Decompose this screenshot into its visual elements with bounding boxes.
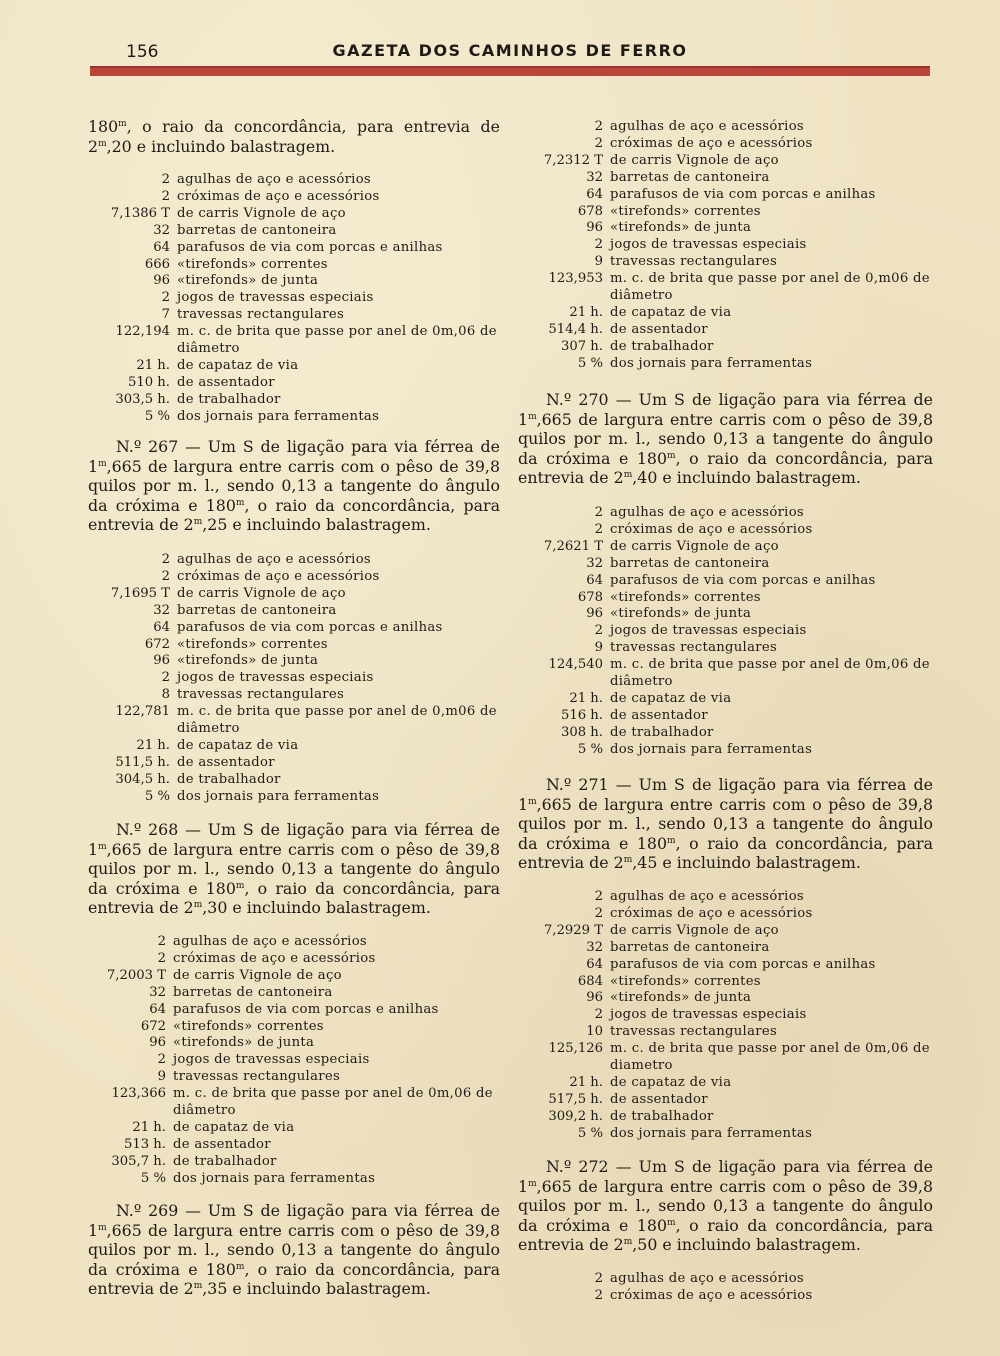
- material-row: [88, 358, 500, 375]
- material-quantity: 672: [140, 1018, 166, 1034]
- material-row: [88, 223, 500, 240]
- material-row: [88, 257, 500, 274]
- paragraph-268: N.º 268 — Um S de ligação para via férrea de 1$^m$,665 de largura entre carris com o pêso de 39,8 quilos por m. l., sendo 0,13 a tangente do ângulo da cróxima e 180$^m$, o raio da concordância, para entrevia de 2$^m$,30 e incluindo balastragem.: [88, 820, 500, 917]
- material-quantity: 2: [594, 135, 603, 151]
- material-quantity: 64: [153, 619, 170, 635]
- material-quantity: 5 %: [144, 788, 170, 804]
- material-quantity: 96: [153, 653, 170, 669]
- material-row: [518, 505, 933, 522]
- material-quantity: 514,4 h.: [548, 321, 603, 337]
- material-row: [88, 1052, 500, 1069]
- material-description: «tirefonds» de junta: [173, 1035, 315, 1051]
- material-description: travessas rectangulares: [610, 640, 778, 656]
- paragraph-272: N.º 272 — Um S de ligação para via férrea de 1$^m$,665 de largura entre carris com o pêso de 39,8 quilos por m. l., sendo 0,13 a tangente do ângulo da cróxima e 180$^m$, o raio da concordância, para entrevia de 2$^m$,50 e incluindo balastragem.: [518, 1157, 933, 1254]
- material-row: [88, 704, 500, 738]
- material-row: [88, 1035, 500, 1052]
- material-description: cróximas de aço e acessórios: [177, 568, 380, 584]
- material-quantity: 2: [161, 568, 170, 584]
- material-quantity: 2: [594, 1007, 603, 1023]
- material-description: de trabalhador: [610, 1108, 714, 1124]
- material-quantity: 122,781: [115, 704, 170, 720]
- material-description: de capataz de via: [610, 690, 732, 706]
- material-row: [518, 691, 933, 708]
- materials-list-270: [518, 505, 933, 759]
- material-quantity: 21 h.: [569, 690, 603, 706]
- material-quantity: 516 h.: [560, 707, 603, 723]
- materials-list-267: [88, 552, 500, 806]
- material-row: [518, 556, 933, 573]
- material-row: [518, 1126, 933, 1143]
- material-row: [518, 254, 933, 271]
- journal-title: GAZETA DOS CAMINHOS DE FERRO: [332, 41, 688, 60]
- material-row: [88, 375, 500, 392]
- material-description: dos jornais para ferramentas: [610, 741, 813, 757]
- material-quantity: 32: [586, 169, 603, 185]
- material-quantity: 513 h.: [123, 1136, 166, 1152]
- material-description: cróximas de aço e acessórios: [610, 905, 813, 921]
- material-row: [88, 409, 500, 426]
- material-row: [518, 923, 933, 940]
- material-row: [518, 1288, 933, 1305]
- material-description: dos jornais para ferramentas: [610, 1125, 813, 1141]
- material-quantity: 7,1695 T: [110, 585, 170, 601]
- material-quantity: 2: [157, 1052, 166, 1068]
- material-description: «tirefonds» correntes: [177, 636, 328, 652]
- material-description: de capataz de via: [173, 1119, 295, 1135]
- material-row: [88, 189, 500, 206]
- material-quantity: 10: [586, 1024, 603, 1040]
- material-quantity: 2: [161, 188, 170, 204]
- material-description: parafusos de via com porcas e anilhas: [177, 619, 443, 635]
- page-header: [90, 38, 930, 78]
- material-quantity: 2: [161, 172, 170, 187]
- material-quantity: 7: [161, 307, 170, 323]
- material-row: [518, 119, 933, 136]
- material-description: barretas de cantoneira: [173, 984, 333, 1000]
- material-description: barretas de cantoneira: [177, 222, 337, 238]
- material-quantity: 32: [149, 984, 166, 1000]
- material-description: «tirefonds» correntes: [610, 973, 761, 989]
- material-quantity: 303,5 h.: [115, 391, 170, 407]
- material-description: de assentador: [610, 1091, 708, 1107]
- material-row: [88, 1137, 500, 1154]
- material-quantity: 309,2 h.: [548, 1108, 603, 1124]
- material-row: [518, 136, 933, 153]
- material-row: [88, 1002, 500, 1019]
- material-description: de carris Vignole de aço: [610, 922, 779, 938]
- material-row: [518, 889, 933, 906]
- material-quantity: 684: [577, 973, 603, 989]
- material-description: «tirefonds» correntes: [610, 589, 761, 605]
- material-description: cróximas de aço e acessórios: [177, 188, 380, 204]
- material-quantity: 123,366: [111, 1086, 166, 1102]
- material-description: jogos de travessas especiais: [177, 670, 374, 686]
- material-quantity: 123,953: [548, 271, 603, 287]
- material-description: barretas de cantoneira: [177, 602, 337, 618]
- material-row: [88, 738, 500, 755]
- material-row: [88, 772, 500, 789]
- material-description: m. c. de brita que passe por anel de 0m,06 de diametro: [610, 1041, 930, 1074]
- material-quantity: 2: [594, 1287, 603, 1303]
- material-row: [88, 1069, 500, 1086]
- material-row: [518, 657, 933, 691]
- material-description: de trabalhador: [610, 724, 714, 740]
- material-quantity: 96: [586, 990, 603, 1006]
- material-description: «tirefonds» de junta: [177, 273, 319, 289]
- material-row: [88, 172, 500, 189]
- material-row: [518, 204, 933, 221]
- material-quantity: 96: [586, 220, 603, 236]
- material-description: travessas rectangulares: [610, 1024, 778, 1040]
- material-row: [518, 573, 933, 590]
- material-row: [518, 170, 933, 187]
- material-row: [88, 603, 500, 620]
- material-quantity: 96: [153, 273, 170, 289]
- material-row: [88, 552, 500, 569]
- material-quantity: 64: [586, 186, 603, 202]
- material-row: [88, 273, 500, 290]
- material-description: dos jornais para ferramentas: [610, 355, 813, 371]
- material-quantity: 64: [586, 956, 603, 972]
- material-description: dos jornais para ferramentas: [173, 1170, 376, 1186]
- material-description: de carris Vignole de aço: [177, 585, 346, 601]
- material-description: agulhas de aço e acessórios: [610, 889, 804, 904]
- material-quantity: 8: [161, 687, 170, 703]
- material-description: «tirefonds» de junta: [610, 990, 752, 1006]
- material-row: [88, 934, 500, 951]
- material-quantity: 2: [594, 623, 603, 639]
- material-quantity: 5 %: [140, 1170, 166, 1186]
- material-description: de assentador: [173, 1136, 271, 1152]
- material-row: [518, 725, 933, 742]
- material-description: «tirefonds» correntes: [173, 1018, 324, 1034]
- material-quantity: 21 h.: [569, 1074, 603, 1090]
- material-quantity: 32: [586, 939, 603, 955]
- material-quantity: 9: [594, 254, 603, 270]
- material-description: de assentador: [177, 374, 275, 390]
- material-row: [88, 1171, 500, 1188]
- material-row: [518, 1007, 933, 1024]
- material-quantity: 307 h.: [560, 338, 603, 354]
- material-description: jogos de travessas especiais: [177, 290, 374, 306]
- material-description: de assentador: [610, 707, 708, 723]
- material-description: jogos de travessas especiais: [610, 237, 807, 253]
- material-row: [88, 670, 500, 687]
- material-row: [518, 305, 933, 322]
- material-row: [88, 789, 500, 806]
- material-row: [518, 1092, 933, 1109]
- material-row: [518, 1271, 933, 1288]
- material-description: agulhas de aço e acessórios: [610, 505, 804, 520]
- material-row: [88, 1019, 500, 1036]
- material-quantity: 2: [594, 505, 603, 520]
- material-description: de trabalhador: [173, 1153, 277, 1169]
- material-description: jogos de travessas especiais: [610, 1007, 807, 1023]
- material-row: [88, 240, 500, 257]
- material-row: [518, 742, 933, 759]
- material-description: cróximas de aço e acessórios: [610, 135, 813, 151]
- material-description: de capataz de via: [177, 737, 299, 753]
- material-description: m. c. de brita que passe por anel de 0m,06 de diâmetro: [177, 324, 497, 357]
- material-description: de carris Vignole de aço: [610, 538, 779, 554]
- material-row: [88, 392, 500, 409]
- material-quantity: 32: [153, 602, 170, 618]
- material-description: de carris Vignole de aço: [173, 967, 342, 983]
- material-quantity: 5 %: [144, 408, 170, 424]
- material-row: [88, 620, 500, 637]
- material-quantity: 2: [161, 670, 170, 686]
- material-row: [518, 187, 933, 204]
- material-quantity: 32: [586, 555, 603, 571]
- material-quantity: 9: [157, 1069, 166, 1085]
- material-row: [518, 237, 933, 254]
- material-quantity: 678: [577, 203, 603, 219]
- material-quantity: 2: [594, 237, 603, 253]
- material-row: [88, 985, 500, 1002]
- material-row: [518, 590, 933, 607]
- material-quantity: 125,126: [548, 1041, 603, 1057]
- material-row: [518, 974, 933, 991]
- material-row: [518, 539, 933, 556]
- material-row: [518, 1075, 933, 1092]
- material-description: m. c. de brita que passe por anel de 0m,06 de diâmetro: [610, 657, 930, 690]
- material-quantity: 21 h.: [136, 357, 170, 373]
- material-row: [88, 687, 500, 704]
- material-row: [88, 1120, 500, 1137]
- material-description: «tirefonds» correntes: [610, 203, 761, 219]
- material-quantity: 517,5 h.: [548, 1091, 603, 1107]
- material-description: parafusos de via com porcas e anilhas: [173, 1001, 439, 1017]
- material-row: [88, 586, 500, 603]
- material-description: de trabalhador: [610, 338, 714, 354]
- material-quantity: 5 %: [577, 1125, 603, 1141]
- materials-list-271: [518, 889, 933, 1143]
- material-quantity: 666: [144, 256, 170, 272]
- material-row: [518, 220, 933, 237]
- material-quantity: 64: [149, 1001, 166, 1017]
- paragraph-266-tail: 180$^m$, o raio da concordância, para entrevia de 2$^m$,20 e incluindo balastragem.: [88, 117, 500, 156]
- material-description: cróximas de aço e acessórios: [610, 1287, 813, 1303]
- material-description: agulhas de aço e acessórios: [610, 1271, 804, 1286]
- material-description: de trabalhador: [177, 771, 281, 787]
- material-quantity: 7,2003 T: [106, 967, 166, 983]
- material-description: jogos de travessas especiais: [610, 623, 807, 639]
- material-row: [518, 339, 933, 356]
- material-row: [518, 1041, 933, 1075]
- material-description: agulhas de aço e acessórios: [610, 119, 804, 134]
- material-row: [518, 153, 933, 170]
- material-quantity: 21 h.: [136, 737, 170, 753]
- materials-list-272: [518, 1271, 933, 1305]
- material-description: parafusos de via com porcas e anilhas: [610, 572, 876, 588]
- material-description: barretas de cantoneira: [610, 939, 770, 955]
- material-quantity: 308 h.: [560, 724, 603, 740]
- material-quantity: 2: [157, 934, 166, 949]
- material-row: [518, 1024, 933, 1041]
- material-description: agulhas de aço e acessórios: [177, 552, 371, 567]
- material-description: m. c. de brita que passe por anel de 0,m06 de diâmetro: [177, 704, 497, 737]
- material-row: [518, 940, 933, 957]
- material-description: parafusos de via com porcas e anilhas: [177, 239, 443, 255]
- material-quantity: 2: [594, 521, 603, 537]
- material-quantity: 7,2312 T: [543, 152, 603, 168]
- material-quantity: 64: [153, 239, 170, 255]
- material-quantity: 5 %: [577, 741, 603, 757]
- material-description: cróximas de aço e acessórios: [173, 950, 376, 966]
- material-description: de capataz de via: [610, 304, 732, 320]
- material-quantity: 672: [144, 636, 170, 652]
- material-row: [88, 324, 500, 358]
- material-quantity: 678: [577, 589, 603, 605]
- material-quantity: 64: [586, 572, 603, 588]
- material-row: [518, 522, 933, 539]
- material-row: [518, 990, 933, 1007]
- material-description: de capataz de via: [610, 1074, 732, 1090]
- material-row: [88, 637, 500, 654]
- material-row: [88, 290, 500, 307]
- material-row: [518, 906, 933, 923]
- material-description: travessas rectangulares: [610, 254, 778, 270]
- material-quantity: 305,7 h.: [111, 1153, 166, 1169]
- material-row: [518, 606, 933, 623]
- material-row: [518, 271, 933, 305]
- material-quantity: 21 h.: [569, 304, 603, 320]
- material-quantity: 7,2621 T: [543, 538, 603, 554]
- material-row: [88, 1086, 500, 1120]
- material-description: de carris Vignole de aço: [610, 152, 779, 168]
- material-quantity: 2: [594, 889, 603, 904]
- material-row: [518, 322, 933, 339]
- materials-list-268: [88, 934, 500, 1188]
- materials-list-269: [518, 119, 933, 373]
- material-quantity: 122,194: [115, 324, 170, 340]
- material-description: m. c. de brita que passe por anel de 0,m06 de diâmetro: [610, 271, 930, 304]
- material-row: [88, 307, 500, 324]
- material-description: «tirefonds» de junta: [610, 220, 752, 236]
- material-row: [88, 1154, 500, 1171]
- material-row: [88, 755, 500, 772]
- material-row: [518, 708, 933, 725]
- material-quantity: 2: [157, 950, 166, 966]
- material-quantity: 32: [153, 222, 170, 238]
- material-row: [518, 356, 933, 373]
- paragraph-271: N.º 271 — Um S de ligação para via férrea de 1$^m$,665 de largura entre carris com o pêso de 39,8 quilos por m. l., sendo 0,13 a tangente do ângulo da cróxima e 180$^m$, o raio da concordância, para entrevia de 2$^m$,45 e incluindo balastragem.: [518, 775, 933, 872]
- paragraph-269: N.º 269 — Um S de ligação para via férrea de 1$^m$,665 de largura entre carris com o pêso de 39,8 quilos por m. l., sendo 0,13 a tangente do ângulo da cróxima e 180$^m$, o raio da concordância, para entrevia de 2$^m$,35 e incluindo balastragem.: [88, 1201, 500, 1298]
- material-row: [518, 640, 933, 657]
- material-description: parafusos de via com porcas e anilhas: [610, 956, 876, 972]
- material-row: [88, 951, 500, 968]
- material-description: agulhas de aço e acessórios: [177, 172, 371, 187]
- material-quantity: 7,1386 T: [110, 205, 170, 221]
- material-description: «tirefonds» de junta: [610, 606, 752, 622]
- material-description: jogos de travessas especiais: [173, 1052, 370, 1068]
- material-description: m. c. de brita que passe por anel de 0m,06 de diâmetro: [173, 1086, 493, 1119]
- material-description: dos jornais para ferramentas: [177, 408, 380, 424]
- material-description: de trabalhador: [177, 391, 281, 407]
- material-quantity: 96: [149, 1035, 166, 1051]
- materials-list-266: [88, 172, 500, 426]
- material-row: [518, 1109, 933, 1126]
- material-quantity: 304,5 h.: [115, 771, 170, 787]
- material-row: [88, 569, 500, 586]
- material-row: [518, 957, 933, 974]
- header-rule: [90, 66, 930, 76]
- material-quantity: 2: [594, 1271, 603, 1286]
- paragraph-270: N.º 270 — Um S de ligação para via férrea de 1$^m$,665 de largura entre carris com o pêso de 39,8 quilos por m. l., sendo 0,13 a tangente do ângulo da cróxima e 180$^m$, o raio da concordância, para entrevia de 2$^m$,40 e incluindo balastragem.: [518, 390, 933, 487]
- material-quantity: 2: [594, 905, 603, 921]
- page-number: 156: [126, 42, 159, 62]
- material-quantity: 2: [161, 290, 170, 306]
- material-quantity: 510 h.: [127, 374, 170, 390]
- material-quantity: 2: [594, 119, 603, 134]
- material-row: [88, 206, 500, 223]
- material-description: de carris Vignole de aço: [177, 205, 346, 221]
- paragraph-267: N.º 267 — Um S de ligação para via férrea de 1$^m$,665 de largura entre carris com o pêso de 39,8 quilos por m. l., sendo 0,13 a tangente do ângulo da cróxima e 180$^m$, o raio da concordância, para entrevia de 2$^m$,25 e incluindo balastragem.: [88, 437, 500, 534]
- material-quantity: 21 h.: [132, 1119, 166, 1135]
- material-quantity: 96: [586, 606, 603, 622]
- material-quantity: 7,2929 T: [543, 922, 603, 938]
- material-description: barretas de cantoneira: [610, 555, 770, 571]
- material-description: de assentador: [610, 321, 708, 337]
- material-quantity: 124,540: [548, 657, 603, 673]
- material-quantity: 2: [161, 552, 170, 567]
- material-row: [88, 968, 500, 985]
- material-row: [88, 653, 500, 670]
- material-description: «tirefonds» de junta: [177, 653, 319, 669]
- material-description: travessas rectangulares: [177, 307, 345, 323]
- material-description: dos jornais para ferramentas: [177, 788, 380, 804]
- material-quantity: 511,5 h.: [115, 754, 170, 770]
- material-description: de assentador: [177, 754, 275, 770]
- material-quantity: 5 %: [577, 355, 603, 371]
- material-description: de capataz de via: [177, 357, 299, 373]
- material-quantity: 9: [594, 640, 603, 656]
- material-description: travessas rectangulares: [177, 687, 345, 703]
- material-description: barretas de cantoneira: [610, 169, 770, 185]
- material-description: cróximas de aço e acessórios: [610, 521, 813, 537]
- material-row: [518, 623, 933, 640]
- material-description: parafusos de via com porcas e anilhas: [610, 186, 876, 202]
- material-description: «tirefonds» correntes: [177, 256, 328, 272]
- material-description: agulhas de aço e acessórios: [173, 934, 367, 949]
- material-description: travessas rectangulares: [173, 1069, 341, 1085]
